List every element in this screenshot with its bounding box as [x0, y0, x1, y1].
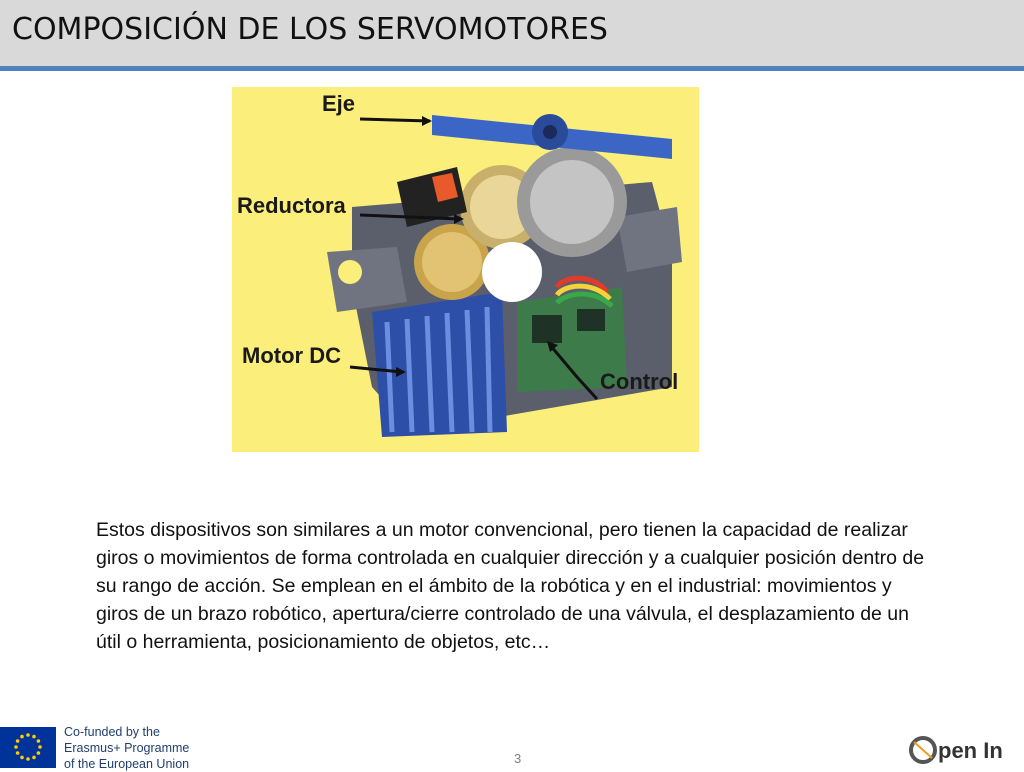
- eu-line-1: Co-funded by the: [64, 725, 160, 739]
- openin-logo: [908, 732, 1020, 768]
- logo-text: pen In: [938, 738, 1003, 763]
- label-control: Control: [600, 369, 679, 394]
- eu-line-2: Erasmus+ Programme: [64, 741, 190, 755]
- footer: [0, 718, 1024, 771]
- eu-line-3: of the European Union: [64, 757, 190, 771]
- title-rule: [0, 66, 1024, 71]
- body-paragraph: Estos dispositivos son similares a un motor convencional, pero tienen la capacidad de realizar giros o movimientos de forma controlada en cualquier dirección y a cualquier posición dentro de su rango de acción. Se emplean en el ámbito de la robótica y en el industrial: movimientos y giros de un brazo robótico, apertura/cierre controlado de una válvula, el desplazamiento de un útil o herramienta, posicionamiento de objetos, etc…: [96, 519, 925, 653]
- label-motor-dc: Motor DC: [242, 343, 341, 368]
- arrow-eje: [360, 119, 430, 121]
- servo-diagram: [232, 87, 699, 452]
- slide-title: COMPOSICIÓN DE LOS SERVOMOTORES: [12, 12, 608, 47]
- page-number: 3: [514, 751, 522, 766]
- eu-cofunded-text: [64, 724, 224, 772]
- label-reductora: Reductora: [237, 193, 346, 218]
- eu-flag-icon: [0, 727, 56, 768]
- title-bar: [0, 0, 1024, 66]
- label-eje: Eje: [322, 91, 356, 116]
